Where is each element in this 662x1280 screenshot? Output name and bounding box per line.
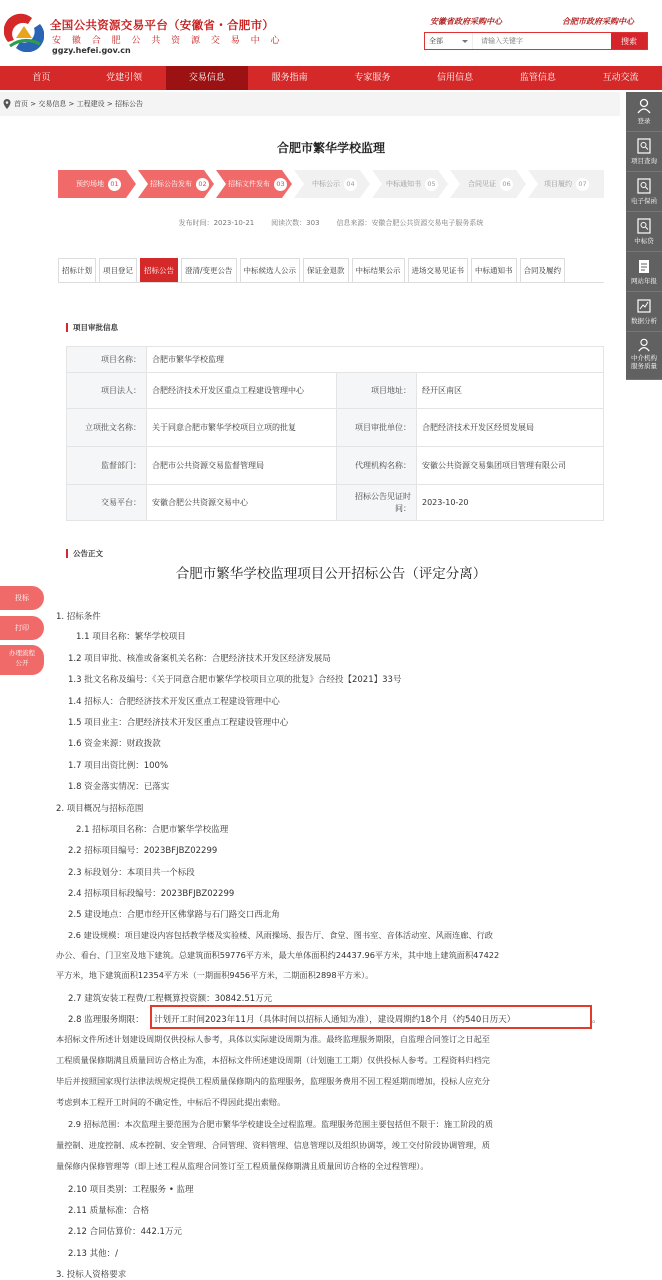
info-value-supervisor: 合肥市公共资源交易监督管理局 — [147, 447, 337, 485]
nav-trade-info[interactable]: 交易信息 — [166, 66, 249, 90]
view-count: 303 — [306, 219, 320, 227]
rightbar-annual-report-label: 网站年报 — [631, 277, 657, 285]
tab-certificate[interactable]: 进场交易见证书 — [408, 258, 469, 282]
page-title: 合肥市繁华学校监理 — [276, 141, 385, 155]
rightbar-data-analysis-label: 数据分析 — [631, 317, 657, 325]
body-line: 平方米，地下建筑面积12354平方米（一期面积9456平方米，二期面积2898平方米）。 — [56, 970, 374, 980]
info-value-platform: 安徽合肥公共资源交易中心 — [147, 485, 337, 521]
step-5: 中标通知书 05 — [386, 170, 438, 198]
report-icon — [637, 258, 651, 274]
info-value-legal: 合肥经济技术开发区重点工程建设管理中心 — [147, 373, 337, 409]
body-line: 2.4 招标项目标段编号：2023BFJBZ02299 — [68, 889, 235, 899]
step-2: 招标公告发布 02 — [150, 170, 209, 198]
body-line: 2.3 标段划分：本项目共一个标段 — [68, 868, 195, 878]
province-procurement-link[interactable]: 安徽省政府采购中心 — [430, 16, 502, 26]
body-line: 量控制、进度控制、成本控制、安全管理、合同管理、资料管理、信息管理以及组织协调等，竣工交付阶段协调管理，质 — [56, 1140, 490, 1150]
rightbar-data-analysis[interactable] — [626, 292, 662, 332]
process-disclosure-button[interactable]: 办理流程公开 — [0, 645, 44, 675]
body-line: 。 — [592, 1015, 601, 1025]
nav-home[interactable]: 首页 — [32, 73, 51, 83]
rightbar-loan-label: 中标贷 — [634, 237, 654, 245]
notice-tabs — [58, 258, 604, 283]
city-procurement-link[interactable]: 合肥市政府采购中心 — [562, 16, 634, 26]
search-box — [424, 32, 648, 50]
site-subtitle: 安 徽 合 肥 公 共 资 源 交 易 中 心 — [52, 36, 284, 46]
tab-contract[interactable]: 合同及履约 — [520, 258, 566, 282]
site-title: 全国公共资源交易平台（安徽省・合肥市） — [50, 18, 275, 32]
tab-candidates[interactable]: 中标候选人公示 — [240, 258, 301, 282]
body-line: 2.8 监理服务期限： — [68, 1015, 144, 1025]
body-line: 考虑到本工程开工时间的不确定性，中标后不得因此提出索赔。 — [56, 1097, 286, 1107]
body-line: 1.8 资金落实情况：已落实 — [68, 782, 170, 792]
nav-interaction[interactable]: 互动交流 — [602, 73, 639, 83]
right-sidebar — [626, 92, 662, 380]
info-label: 项目法人： — [67, 373, 147, 409]
nav-supervision[interactable]: 监管信息 — [519, 73, 556, 83]
body-line: 1.3 批文名称及编号：《关于同意合肥市繁华学校项目立项的批复》合经投【2021】33号 — [68, 675, 402, 685]
service-period-highlight-text: 计划开工时间2023年11月（具体时间以招标人通知为准），建设周期约18个月（约540日历天） — [154, 1015, 516, 1025]
info-value-approval: 关于同意合肥市繁华学校项目立项的批复 — [147, 409, 337, 447]
nav-credit[interactable]: 信用信息 — [437, 73, 474, 83]
info-label: 项目审批单位： — [337, 409, 417, 447]
publish-date: 2023-10-21 — [213, 219, 255, 227]
body-line: 工程质量保修期满且质量回访合格止为准，本招标文件所述建设周期（计划施工工期）仅供投标人参考。工程资料归档完 — [56, 1055, 490, 1065]
info-value-notice-time: 2023-10-20 — [417, 485, 604, 521]
site-header — [0, 0, 662, 66]
rightbar-e-guarantee-label: 电子保函 — [631, 197, 657, 205]
article-meta: 发布时间：2023-10-21 阅读次数：303 信息来源：安徽合肥公共资源交易电子服务系统 — [178, 219, 484, 227]
step-1: 预约场地 01 — [76, 170, 121, 198]
tab-plan[interactable]: 招标计划 — [58, 258, 96, 282]
step-4: 中标公示 04 — [312, 170, 357, 198]
search-scope-select[interactable]: 全部 — [425, 33, 473, 49]
info-label: 立项批文名称： — [67, 409, 147, 447]
body-line: 1. 招标条件 — [56, 612, 101, 622]
body-line: 2.1 招标项目名称：合肥市繁华学校监理 — [76, 825, 229, 835]
bid-button[interactable]: 投标 — [0, 586, 44, 610]
body-line: 2.6 建设规模：项目建设内容包括教学楼及实验楼、风雨操场、报告厅、食堂、图书室、音体活动室、风雨连廊、行政 — [68, 930, 493, 940]
breadcrumb-text[interactable]: 首页 > 交易信息 > 工程建设 > 招标公告 — [14, 100, 143, 108]
nav-service-guide[interactable]: 服务指南 — [271, 73, 308, 83]
nav-party[interactable]: 党建引领 — [106, 73, 143, 83]
body-line: 1.6 资金来源：财政拨款 — [68, 739, 161, 749]
info-label: 项目名称： — [67, 347, 147, 373]
body-line: 2.10 项目类别：工程服务 • 监理 — [68, 1185, 194, 1195]
guarantee-icon — [637, 178, 651, 194]
rightbar-agency-quality-label: 中介机构服务质量 — [631, 354, 657, 370]
article-title: 合肥市繁华学校监理项目公开招标公告（评定分离） — [175, 566, 487, 582]
nav-expert[interactable]: 专家服务 — [354, 73, 391, 83]
body-line: 1.2 项目审批、核准或备案机关名称：合肥经济技术开发区经济发展局 — [68, 654, 331, 664]
body-line: 本招标文件所述计划建设周期仅供投标人参考，具体以实际建设周期为准。最终监理服务期限，自监理合同签订之日起至 — [56, 1034, 490, 1044]
rightbar-project-query-label: 项目查询 — [631, 157, 657, 165]
breadcrumb — [0, 92, 620, 116]
rightbar-login-label: 登录 — [637, 117, 651, 125]
tab-tender-notice[interactable]: 招标公告 — [140, 258, 178, 282]
tab-deposit-refund[interactable]: 保证金退款 — [303, 258, 349, 282]
info-value-agent: 安徽公共资源交易集团项目管理有限公司 — [417, 447, 604, 485]
rightbar-login[interactable] — [626, 92, 662, 132]
info-label: 监督部门： — [67, 447, 147, 485]
info-value-approver: 合肥经济技术开发区经贸发展局 — [417, 409, 604, 447]
step-6: 合同见证 06 — [468, 170, 513, 198]
info-label: 项目地址： — [337, 373, 417, 409]
site-url: ggzy.hefei.gov.cn — [52, 46, 131, 55]
info-value-address: 经开区南区 — [417, 373, 604, 409]
info-label: 交易平台： — [67, 485, 147, 521]
info-label: 代理机构名称： — [337, 447, 417, 485]
person-icon — [637, 338, 651, 352]
main-nav — [0, 66, 662, 90]
body-line: 2. 项目概况与招标范围 — [56, 804, 144, 814]
body-line: 2.7 建筑安装工程费/工程概算投资额：30842.51万元 — [68, 994, 273, 1004]
tab-award-notice[interactable]: 中标通知书 — [471, 258, 517, 282]
body-line: 毕后并按照国家现行法律法规规定提供工程质量保修期内的监理服务，监理服务费用不因工程延期而增加，投标人应充分 — [56, 1076, 490, 1086]
rightbar-annual-report[interactable] — [626, 252, 662, 292]
step-7: 项目履约 07 — [544, 170, 589, 198]
search-input[interactable] — [473, 33, 611, 49]
body-line: 2.12 合同估算价：442.1万元 — [68, 1227, 182, 1237]
body-line: 1.4 招标人：合肥经济技术开发区重点工程建设管理中心 — [68, 697, 280, 707]
body-line: 量保修内保修管理等（即上述工程从监理合同签订至工程质量保修期满且质量回访合格的全过程管理）。 — [56, 1161, 429, 1171]
body-line: 3. 投标人资格要求 — [56, 1270, 127, 1280]
step-3: 招标文件发布 03 — [228, 170, 287, 198]
rightbar-e-guarantee[interactable] — [626, 172, 662, 212]
user-icon — [637, 98, 651, 114]
tab-clarification[interactable]: 澄清/变更公告 — [181, 258, 237, 282]
progress-steps — [58, 170, 604, 198]
info-label: 招标公告见证时间： — [337, 485, 417, 521]
info-source: 安徽合肥公共资源交易电子服务系统 — [371, 219, 484, 227]
body-line: 1.5 项目业主：合肥经济技术开发区重点工程建设管理中心 — [68, 718, 289, 728]
project-info-table — [66, 346, 604, 521]
print-button[interactable]: 打印 — [0, 616, 44, 640]
body-line: 2.9 招标范围：本次监理主要范围为合肥市繁华学校建设全过程监理。监理服务范围主要包括但不限于：施工阶段的质 — [68, 1119, 493, 1129]
body-line: 2.11 质量标准：合格 — [68, 1206, 150, 1216]
highlight-box — [150, 1005, 592, 1029]
chart-icon — [637, 298, 651, 314]
body-line: 办公、看台、门卫室及地下建筑。总建筑面积59776平方米，最大单体面积约24437.96平方米，其中地上建筑面积47422 — [56, 950, 500, 960]
search-button[interactable]: 搜索 — [611, 33, 647, 49]
body-line: 1.1 项目名称：繁华学校项目 — [76, 632, 186, 642]
body-line: 2.2 招标项目编号：2023BFJBZ02299 — [68, 846, 218, 856]
body-line: 1.7 项目出资比例：100% — [68, 761, 169, 771]
site-logo-icon[interactable] — [4, 12, 44, 52]
section-heading-approval: 项目审批信息 — [66, 323, 118, 332]
info-value-project-name: 合肥市繁华学校监理 — [147, 347, 604, 373]
section-heading-body: 公告正文 — [66, 549, 103, 558]
body-line: 2.5 建设地点：合肥市经开区佛掌路与石门路交口西北角 — [68, 910, 280, 920]
tab-registration[interactable]: 项目登记 — [99, 258, 137, 282]
body-line: 2.13 其他：/ — [68, 1249, 118, 1259]
rightbar-agency-quality[interactable] — [626, 332, 662, 380]
location-pin-icon — [3, 99, 11, 109]
tab-result[interactable]: 中标结果公示 — [352, 258, 405, 282]
